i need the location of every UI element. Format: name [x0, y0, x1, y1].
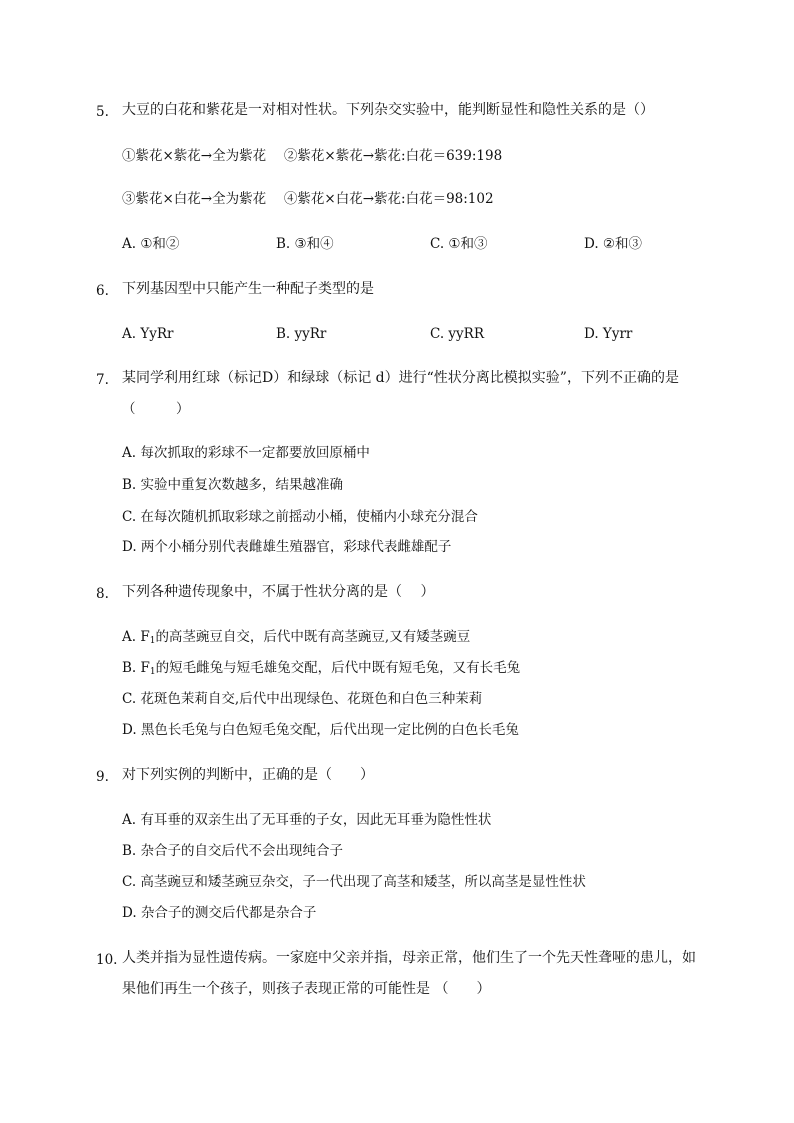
question-stem: 人类并指为显性遗传病。一家庭中父亲并指，母亲正常，他们生了一个先天性聋哑的患儿，如 [122, 950, 696, 966]
option-b: B. yyRr [276, 326, 327, 342]
question-number: 5. [96, 104, 109, 120]
option-c: C. ①和③ [430, 236, 488, 252]
option-a: A. ①和② [122, 236, 180, 252]
option-a: A. $F_1$的高茎豌豆自交，后代中既有高茎豌豆,又有矮茎豌豆 [122, 629, 471, 646]
option-d: D. Yyrr [584, 326, 633, 342]
question-number: 10. [96, 952, 118, 968]
question-stem: 下列各种遗传现象中，不属于性状分离的是（ ） [122, 584, 435, 600]
option-d: D. ②和③ [584, 236, 643, 252]
option-d: D. 两个小桶分别代表雌雄生殖器官，彩球代表雌雄配子 [122, 539, 452, 555]
statement-line: ①紫花×紫花→全为紫花 ②紫花×紫花→紫花:白花＝639:198 [122, 148, 503, 164]
question-stem: 对下列实例的判断中，正确的是（ ） [122, 767, 374, 783]
option-b: B. ③和④ [276, 236, 334, 252]
question-number: 6. [96, 283, 109, 299]
option-a: A. 每次抓取的彩球不一定都要放回原桶中 [122, 445, 370, 461]
option-d: D. 杂合子的测交后代都是杂合子 [122, 905, 317, 921]
question-stem: 下列基因型中只能产生一种配子类型的是 [122, 281, 374, 297]
question-stem: 某同学利用红球（标记D）和绿球（标记 d）进行“性状分离比模拟实验”，下列不正确的是 [122, 370, 679, 386]
question-number: 7. [96, 372, 109, 388]
option-b: B. 实验中重复次数越多，结果越准确 [122, 477, 344, 493]
option-c: C. 花斑色茉莉自交,后代中出现绿色、花斑色和白色三种茉莉 [122, 691, 483, 707]
option-a: A. 有耳垂的双亲生出了无耳垂的子女，因此无耳垂为隐性性状 [122, 812, 492, 828]
option-a: A. YyRr [122, 326, 174, 342]
option-d: D. 黑色长毛兔与白色短毛兔交配，后代出现一定比例的白色长毛兔 [122, 722, 519, 738]
question-stem-continued: （ ） [122, 401, 190, 417]
statement-line: ③紫花×白花→全为紫花 ④紫花×白花→紫花:白花＝98:102 [122, 191, 494, 207]
option-c: C. 在每次随机抓取彩球之前摇动小桶，使桶内小球充分混合 [122, 509, 478, 525]
option-b: B. 杂合子的自交后代不会出现纯合子 [122, 843, 344, 859]
question-number: 8. [96, 586, 109, 602]
option-c: C. 高茎豌豆和矮茎豌豆杂交，子一代出现了高茎和矮茎，所以高茎是显性性状 [122, 874, 586, 890]
option-b: B. $F_1$的短毛雌兔与短毛雄兔交配，后代中既有短毛兔，又有长毛兔 [122, 660, 521, 677]
question-stem-continued: 果他们再生一个孩子，则孩子表现正常的可能性是 （ ） [122, 981, 491, 997]
question-stem: 大豆的白花和紫花是一对相对性状。下列杂交实验中，能判断显性和隐性关系的是（） [122, 102, 654, 118]
option-c: C. yyRR [430, 326, 485, 342]
question-number: 9. [96, 769, 109, 785]
